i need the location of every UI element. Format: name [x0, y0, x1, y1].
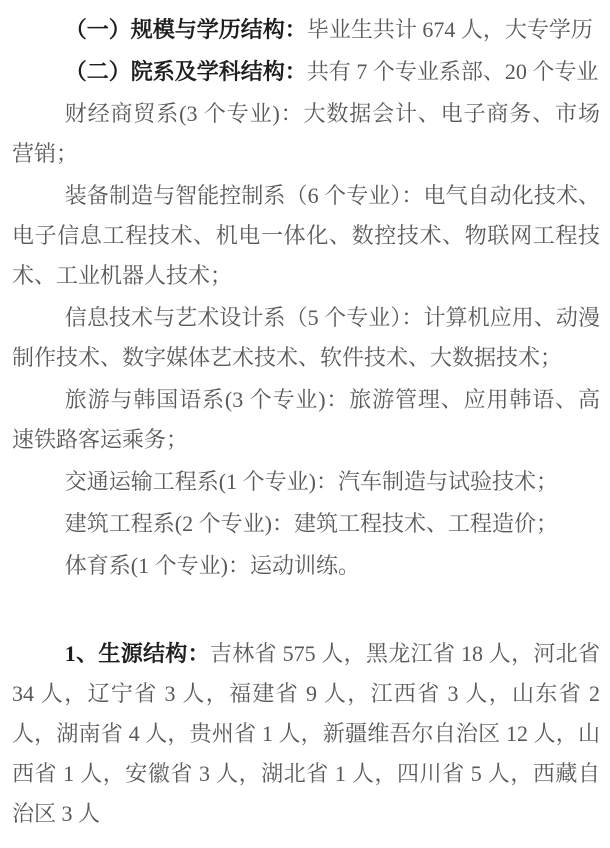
paragraph — [12, 10, 600, 50]
paragraph-body-text: 财经商贸系(3 个专业)：大数据会计、电子商务、市场营销； — [12, 101, 600, 166]
paragraph-lead-text: 1、生源结构： — [64, 641, 210, 666]
paragraph-body-text: 旅游与韩国语系(3 个专业)：旅游管理、应用韩语、高速铁路客运乘务； — [12, 387, 600, 452]
paragraph — [12, 380, 600, 460]
paragraph-body-text: 建筑工程系(2 个专业)：建筑工程技术、工程造价； — [64, 511, 558, 536]
paragraph — [12, 52, 600, 92]
paragraph — [12, 94, 600, 174]
paragraph-body-text: 共有 7 个专业系部、20 个专业 — [306, 59, 599, 84]
paragraph-lead-text: （二）院系及学科结构： — [64, 59, 307, 84]
paragraph-body-text: 体育系(1 个专业)：运动训练。 — [64, 553, 360, 578]
paragraph-body-text: 交通运输工程系(1 个专业)：汽车制造与试验技术； — [64, 469, 558, 494]
paragraph — [12, 634, 600, 834]
paragraph — [12, 504, 600, 544]
paragraph — [12, 298, 600, 378]
paragraph-body-text: 吉林省 575 人，黑龙江省 18 人，河北省 34 人，辽宁省 3 人，福建省 9 人，江西省 3 人，山东省 2 人，湖南省 4 人，贵州省 1 人，新疆维吾尔自治区 12 人，山西省 1 人，安徽省 3 人，湖北省 1 人，四川省 5 人，西藏自治区 3 人 — [12, 641, 600, 826]
paragraph — [12, 176, 600, 296]
paragraph-body-text: 装备制造与智能控制系（6 个专业）：电气自动化技术、电子信息工程技术、机电一体化、数控技术、物联网工程技术、工业机器人技术； — [12, 183, 600, 288]
paragraph-body-text: 信息技术与艺术设计系（5 个专业）：计算机应用、动漫制作技术、数字媒体艺术技术、软件技术、大数据技术； — [12, 305, 600, 370]
paragraph — [12, 462, 600, 502]
paragraph — [12, 546, 600, 586]
paragraph-lead-text: （一）规模与学历结构： — [64, 17, 307, 42]
document-text-block — [12, 10, 600, 834]
paragraph-body-text: 毕业生共计 674 人，大专学历 — [306, 17, 593, 42]
